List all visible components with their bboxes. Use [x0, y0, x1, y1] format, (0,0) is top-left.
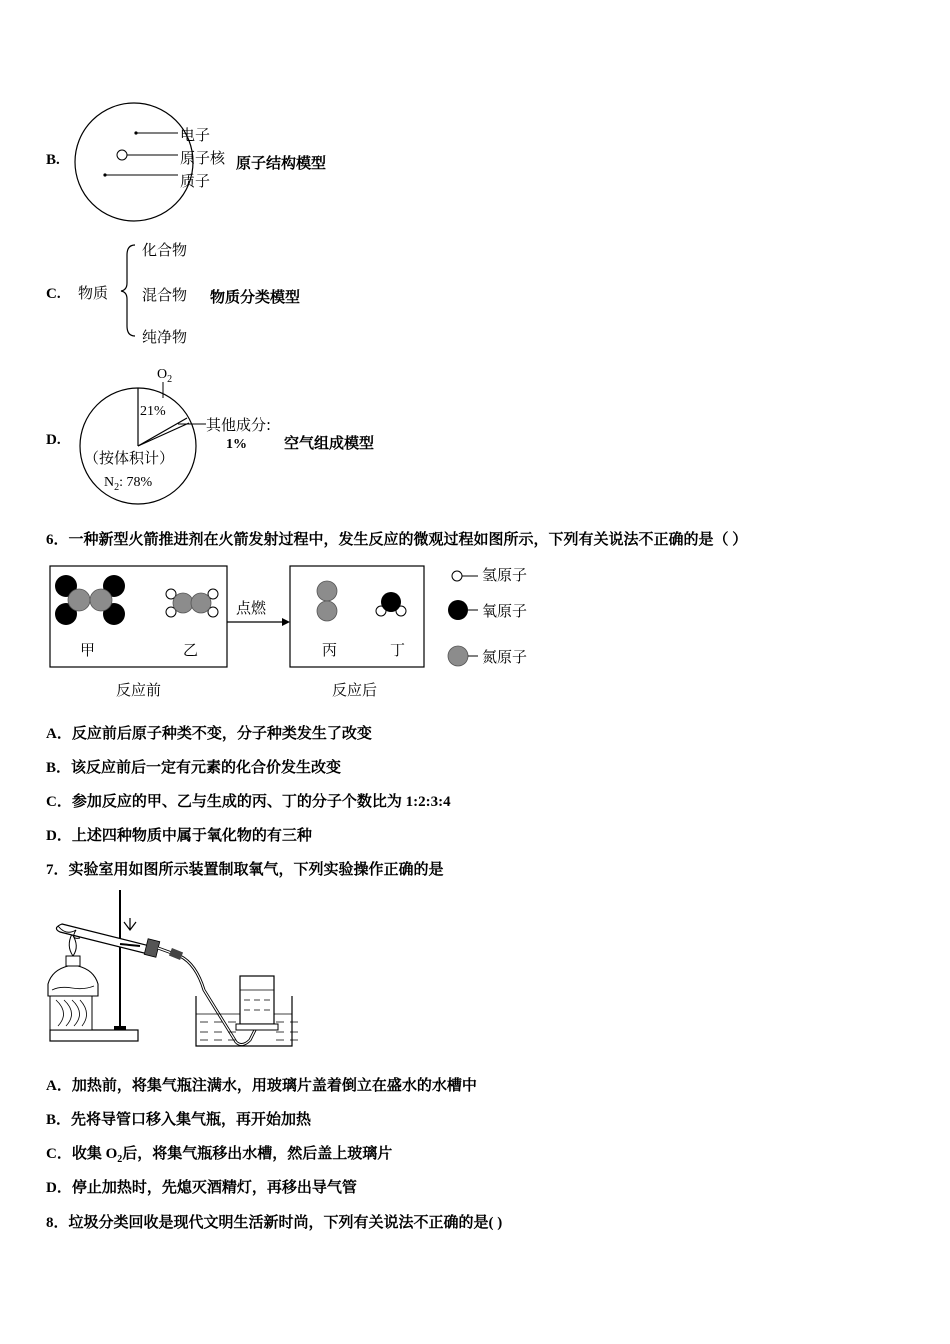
- stand-foot: [114, 1026, 126, 1030]
- legend-oxygen: 氧原子: [482, 602, 528, 620]
- label-electron: 电子: [180, 126, 211, 144]
- q7-stem: 7．实验室用如图所示装置制取氧气，下列实验操作正确的是: [46, 862, 444, 878]
- label-nucleus: 原子核: [180, 149, 226, 167]
- branch-mixture: 混合物: [142, 286, 188, 304]
- q6-option-c: C．参加反应的甲、乙与生成的丙、丁的分子个数比为 1:2:3:4: [46, 794, 451, 810]
- o2-label: $O_2$: [157, 367, 173, 385]
- q6-option-b: B．该反应前后一定有元素的化合价发生改变: [46, 760, 342, 776]
- q6-stem: 6．一种新型火箭推进剂在火箭发射过程中，发生反应的微观过程如图所示，下列有关说法不正确的是（ ）: [46, 532, 748, 548]
- n2-label: $N_2$: 78%: [104, 475, 153, 493]
- jar-shelf: [236, 1024, 278, 1030]
- q7-option-a: A．加热前，将集气瓶注满水，用玻璃片盖着倒立在盛水的水槽中: [46, 1078, 477, 1094]
- label-ignite: 点燃: [236, 599, 267, 617]
- lamp-neck: [66, 956, 80, 966]
- o2-percent: 21%: [140, 404, 166, 419]
- q7-option-b: B．先将导管口移入集气瓶，再开始加热: [46, 1112, 312, 1128]
- lamp-flame: [69, 934, 76, 956]
- label-yi: 乙: [183, 641, 199, 659]
- option-c-letter: C.: [46, 286, 61, 302]
- q6-option-a: A．反应前后原子种类不变，分子种类发生了改变: [46, 726, 372, 742]
- label-after: 反应后: [332, 681, 378, 699]
- other-percent: 1%: [226, 437, 247, 452]
- q6-option-d: D．上述四种物质中属于氧化物的有三种: [46, 828, 312, 844]
- stand-base: [50, 1030, 138, 1041]
- other-label: 其他成分:: [206, 416, 272, 434]
- label-before: 反应前: [116, 681, 162, 699]
- option-b-caption: 原子结构模型: [236, 156, 327, 172]
- tube-stopper: [144, 939, 160, 957]
- option-d-caption: 空气组成模型: [284, 436, 375, 452]
- label-jia: 甲: [80, 641, 96, 659]
- wood-block: [50, 996, 92, 1030]
- basis-text: （按体积计）: [84, 449, 175, 467]
- label-ding: 丁: [390, 641, 406, 659]
- label-substance: 物质: [78, 284, 109, 302]
- alcohol-lamp: [48, 966, 98, 996]
- branch-compound: 化合物: [142, 241, 188, 259]
- q7-option-c: C．收集 $O_2$后，将集气瓶移出水槽，然后盖上玻璃片: [46, 1146, 393, 1165]
- label-bing: 丙: [322, 641, 338, 659]
- option-d-letter: D.: [46, 432, 61, 448]
- legend-nitrogen: 氮原子: [482, 648, 528, 666]
- q8-stem: 8．垃圾分类回收是现代文明生活新时尚，下列有关说法不正确的是( ): [46, 1215, 503, 1231]
- option-c-caption: 物质分类模型: [210, 290, 301, 306]
- legend-hydrogen: 氢原子: [482, 566, 528, 584]
- clamp-screw: [124, 918, 136, 930]
- option-b-letter: B.: [46, 152, 60, 168]
- branch-pure: 纯净物: [142, 328, 188, 346]
- q7-option-d: D．停止加热时，先熄灭酒精灯，再移出导气管: [46, 1180, 357, 1196]
- label-proton: 质子: [180, 172, 211, 190]
